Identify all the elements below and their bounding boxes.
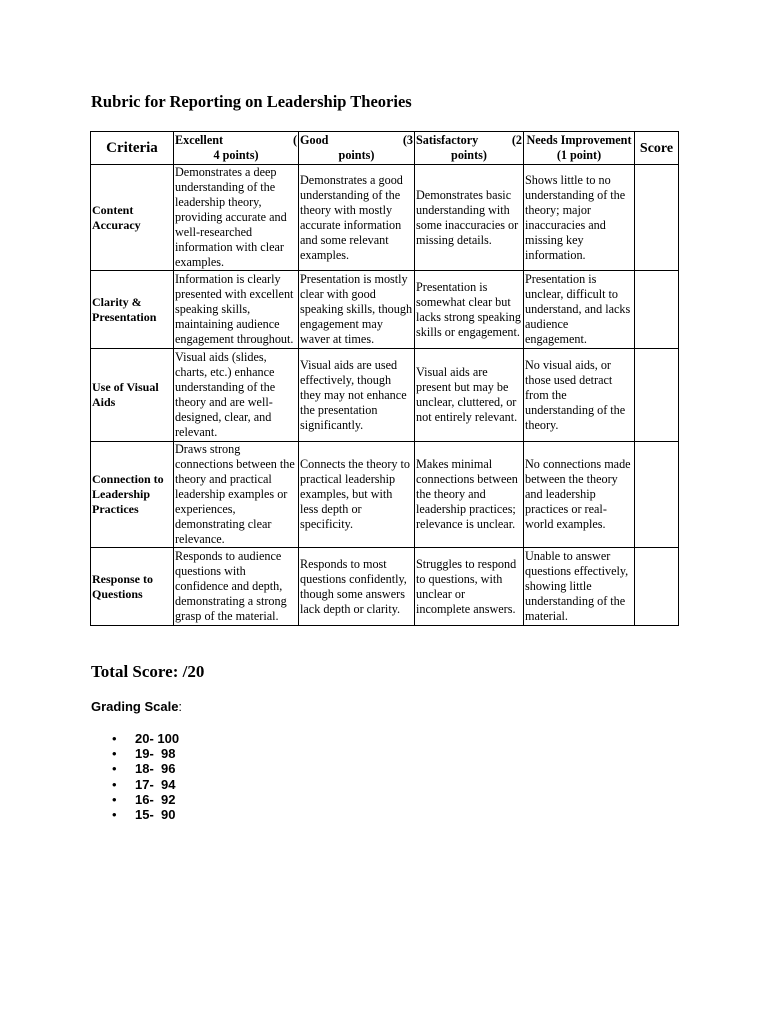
score-cell[interactable] [635, 442, 679, 548]
header-satisfactory [415, 132, 524, 165]
table-row [91, 442, 679, 548]
cell-excellent: Responds to audience questions with confidence and depth, demonstrating a strong grasp of the material. [174, 548, 299, 626]
table-row [91, 548, 679, 626]
grading-scale-title: Grading Scale [91, 699, 179, 714]
criterion-response-questions: Response to Questions [91, 548, 174, 626]
header-level-points: points) [451, 148, 487, 162]
cell-needs-improvement: No connections made between the theory and leadership practices or real-world examples. [524, 442, 635, 548]
header-level-name: Excellent [175, 133, 224, 147]
header-criteria: Criteria [91, 132, 174, 165]
grading-scale-label [91, 699, 182, 714]
cell-needs-improvement: Presentation is unclear, difficult to understand, and lacks audience engagement. [524, 271, 635, 349]
header-level-points: points) [338, 148, 375, 162]
cell-good: Connects the theory to practical leadership examples, but with less depth or specificity. [299, 442, 415, 548]
cell-good: Responds to most questions confidently, though some answers lack depth or clarity. [299, 548, 415, 626]
header-level-points: 4 points) [213, 148, 259, 162]
document-title: Rubric for Reporting on Leadership Theories [91, 92, 412, 111]
table-row [91, 165, 679, 271]
list-item: • 17- 94 [110, 777, 179, 792]
cell-needs-improvement: Shows little to no understanding of the theory; major inaccuracies and missing key information. [524, 165, 635, 271]
score-cell[interactable] [635, 548, 679, 626]
criterion-clarity-presentation: Clarity & Presentation [91, 271, 174, 349]
header-level-name: Needs Improvement [526, 133, 632, 147]
grading-scale-list [110, 731, 179, 822]
table-row [91, 271, 679, 349]
header-level-paren: (3 [402, 133, 413, 147]
criterion-leadership-practices: Connection to Leadership Practices [91, 442, 174, 548]
cell-satisfactory: Visual aids are present but may be unclear, cluttered, or not entirely relevant. [415, 349, 524, 442]
criterion-content-accuracy: Content Accuracy [91, 165, 174, 271]
cell-excellent: Demonstrates a deep understanding of the leadership theory, providing accurate and well-researched information with clear examples. [174, 165, 299, 271]
header-needs-improvement [524, 132, 635, 165]
cell-needs-improvement: Unable to answer questions effectively, showing little understanding of the material. [524, 548, 635, 626]
header-level-paren: (2 [511, 133, 522, 147]
cell-satisfactory: Struggles to respond to questions, with unclear or incomplete answers. [415, 548, 524, 626]
cell-good: Demonstrates a good understanding of the theory with mostly accurate information and some relevant examples. [299, 165, 415, 271]
header-level-paren: ( [292, 133, 297, 147]
list-item: • 15- 90 [110, 807, 179, 822]
grading-scale-colon: : [178, 699, 183, 714]
header-level-name: Satisfactory [416, 133, 479, 147]
header-level-points: (1 point) [556, 148, 602, 162]
header-row [91, 132, 679, 165]
rubric-table [90, 131, 679, 626]
cell-satisfactory: Demonstrates basic understanding with some inaccuracies or missing details. [415, 165, 524, 271]
total-score: Total Score: /20 [91, 662, 205, 681]
header-excellent [174, 132, 299, 165]
cell-excellent: Draws strong connections between the theory and practical leadership examples or experiences, demonstrating clear relevance. [174, 442, 299, 548]
list-item: • 19- 98 [110, 746, 179, 761]
cell-good: Presentation is mostly clear with good speaking skills, though engagement may waver at times. [299, 271, 415, 349]
header-level-name: Good [300, 133, 329, 147]
cell-satisfactory: Makes minimal connections between the theory and leadership practices; relevance is unclear. [415, 442, 524, 548]
cell-excellent: Visual aids (slides, charts, etc.) enhance understanding of the theory and are well-designed, clear, and relevant. [174, 349, 299, 442]
score-cell[interactable] [635, 271, 679, 349]
score-cell[interactable] [635, 349, 679, 442]
cell-needs-improvement: No visual aids, or those used detract from the understanding of the theory. [524, 349, 635, 442]
list-item: • 16- 92 [110, 792, 179, 807]
score-cell[interactable] [635, 165, 679, 271]
list-item: • 20- 100 [110, 731, 179, 746]
cell-satisfactory: Presentation is somewhat clear but lacks strong speaking skills or engagement. [415, 271, 524, 349]
cell-excellent: Information is clearly presented with excellent speaking skills, maintaining audience engagement throughout. [174, 271, 299, 349]
header-good [299, 132, 415, 165]
cell-good: Visual aids are used effectively, though they may not enhance the presentation significantly. [299, 349, 415, 442]
table-row [91, 349, 679, 442]
list-item: • 18- 96 [110, 761, 179, 776]
criterion-visual-aids: Use of Visual Aids [91, 349, 174, 442]
header-score: Score [635, 132, 679, 165]
